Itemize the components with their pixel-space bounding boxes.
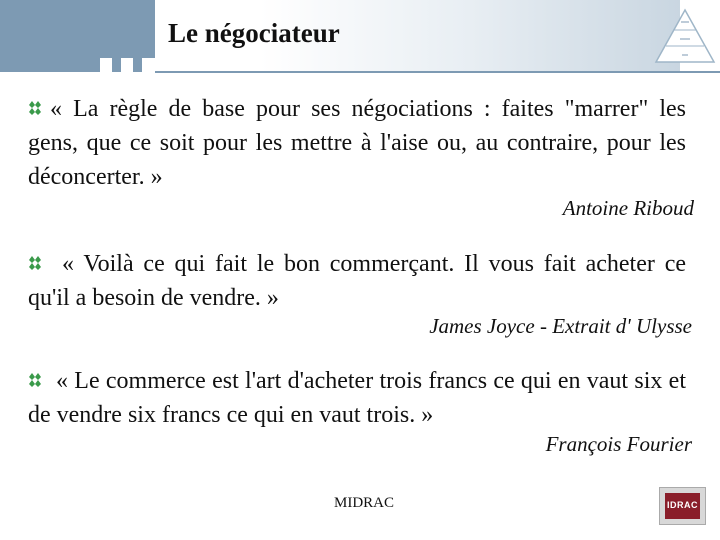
quote-2 bbox=[28, 247, 686, 315]
quote-2-text: « Voilà ce qui fait le bon commerçant. Il vous fait acheter ce qu'il a besoin de vendre. » bbox=[28, 251, 686, 311]
quote-3-author: François Fourier bbox=[545, 432, 692, 456]
quote-3 bbox=[28, 364, 686, 432]
pyramid-icon bbox=[654, 8, 716, 64]
quote-1-author: Antoine Riboud bbox=[562, 196, 694, 220]
quote-2-author: James Joyce - Extrait d' Ulysse bbox=[429, 314, 692, 338]
idrac-logo bbox=[659, 487, 706, 525]
page-title: Le négociateur bbox=[168, 18, 340, 48]
header-block bbox=[0, 0, 155, 72]
header-rule bbox=[155, 71, 720, 73]
quote-1-text: « La règle de base pour ses négociations : faites "marrer" les gens, que ce soit pour les mettre à l'aise ou, au contraire, pour les déconcerter. » bbox=[28, 96, 686, 190]
quote-1 bbox=[28, 92, 686, 194]
logo-text: IDRAC bbox=[667, 500, 698, 510]
quote-3-text: « Le commerce est l'art d'acheter trois francs ce qui en vaut six et de vendre six francs ce qui en vaut trois. » bbox=[28, 368, 686, 428]
footer-label: MIDRAC bbox=[334, 495, 395, 511]
